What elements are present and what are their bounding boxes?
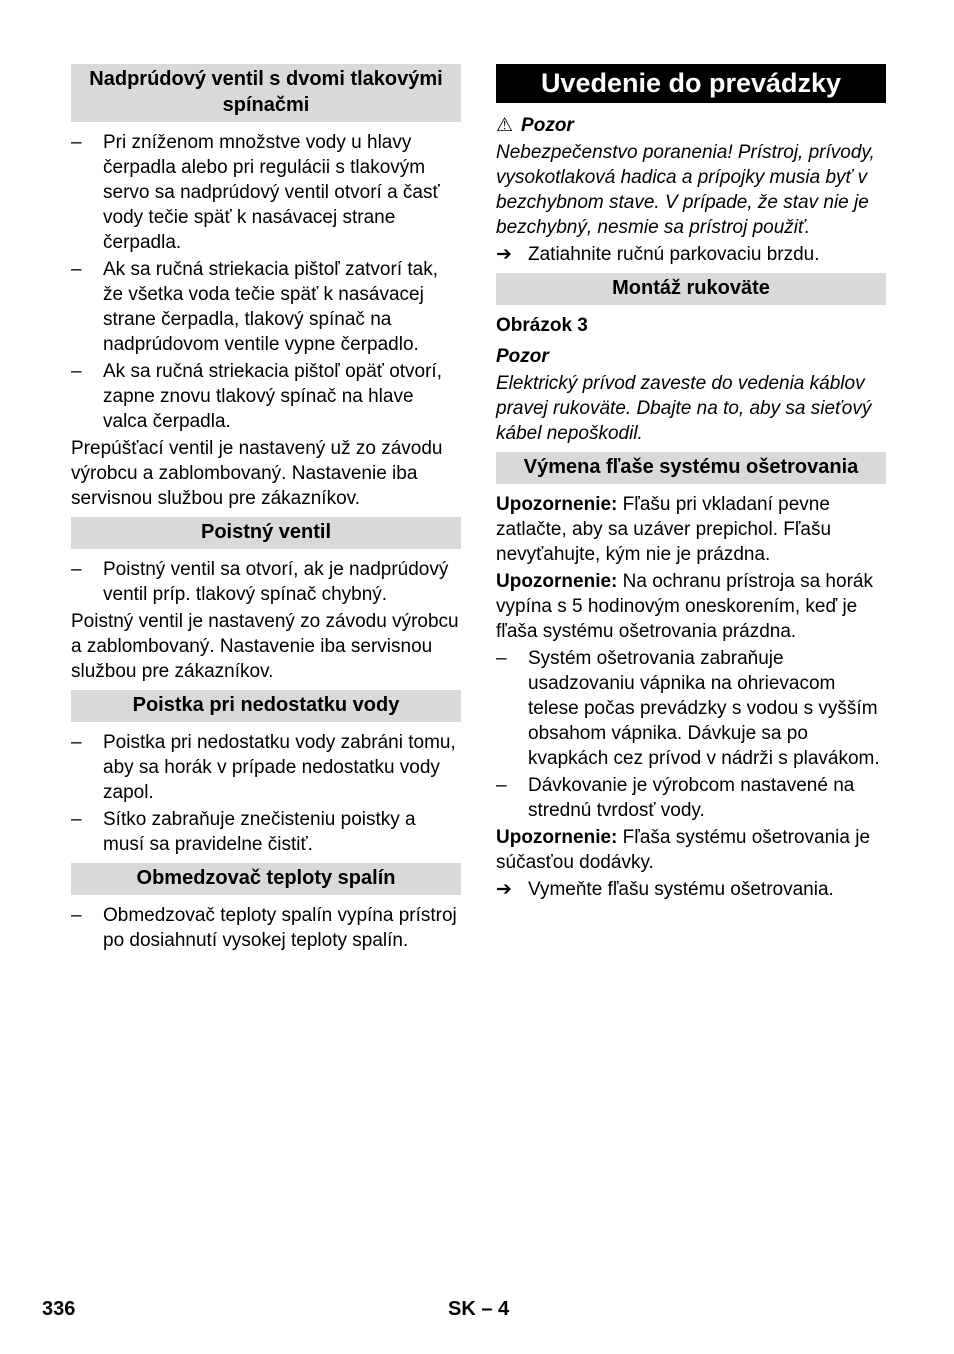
list-item-text: Pri zníženom množstve vody u hlavy čerpadla alebo pri regulácii s tlakovým servo sa nadprúdový ventil otvorí a časť vody tečie späť k nasávacej strane čerpadla. (103, 132, 440, 253)
warning-triangle-icon: ⚠ (496, 115, 514, 136)
caution-text: Elektrický prívod zaveste do vedenia káblov pravej rukoväte. Dbajte na to, aby sa sieťový kábel nepoškodil. (496, 373, 872, 444)
dash-marker: – (71, 132, 82, 153)
section-heading-handle-mounting: Montáž rukoväte (496, 273, 886, 305)
left-column (71, 64, 461, 955)
list-item-text: Poistka pri nedostatku vody zabráni tomu, aby sa horák v prípade nedostatku vody zapol. (103, 732, 456, 803)
list-item-text: Sítko zabraňuje znečisteniu poistky a musí sa pravidelne čistiť. (103, 809, 416, 855)
dash-marker: – (71, 361, 82, 382)
section-heading-water-shortage: Poistka pri nedostatku vody (71, 690, 461, 722)
instruction-text: Vymeňte fľašu systému ošetrovania. (528, 879, 834, 900)
instruction-text: Zatiahnite ručnú parkovaciu brzdu. (528, 244, 820, 265)
note-paragraph (496, 492, 886, 567)
dash-marker: – (71, 259, 82, 280)
list-item (71, 903, 461, 953)
note-text: Fľašu pri vkladaní pevne zatlačte, aby sa uzáver prepichol. Fľašu nevyťahujte, kým nie je prázdna. (496, 494, 832, 565)
section-heading-overcurrent-valve: Nadprúdový ventil s dvomi tlakovými spínačmi (71, 64, 461, 122)
dash-marker: – (496, 648, 507, 669)
list-item (71, 730, 461, 805)
list-item (496, 646, 886, 771)
page-number: 336 (42, 1298, 76, 1320)
list-item-text: Dávkovanie je výrobcom nastavené na strednú tvrdosť vody. (528, 775, 855, 821)
list-item (71, 807, 461, 857)
dash-marker: – (496, 775, 507, 796)
list-item-text: Ak sa ručná striekacia pištoľ zatvorí tak, že všetka voda tečie späť k nasávacej strane čerpadla, tlakový spínač na nadprúdovom ventile vypne čerpadlo. (103, 259, 439, 355)
note-text: Na ochranu prístroja sa horák vypína s 5 hodinovým oneskorením, keď je fľaša systému ošetrovania prázdna. (496, 571, 873, 642)
note-text: Fľaša systému ošetrovania je súčasťou dodávky. (496, 827, 871, 873)
dash-marker: – (71, 905, 82, 926)
note-label: Upozornenie: (496, 494, 618, 515)
list-item (71, 557, 461, 607)
section-heading-care-bottle: Výmena fľaše systému ošetrovania (496, 452, 886, 484)
list-item-text: Ak sa ručná striekacia pištoľ opäť otvorí, zapne znovu tlakový spínač na hlave valca čerpadla. (103, 361, 442, 432)
paragraph: Poistný ventil je nastavený zo závodu výrobcu a zablombovaný. Nastavenie iba servisnou službou pre zákazníkov. (71, 611, 459, 682)
list-item (71, 257, 461, 357)
arrow-icon: ➔ (496, 244, 512, 265)
list-item-text: Systém ošetrovania zabraňuje usadzovaniu vápnika na ohrievacom telese počas prevádzky s vodou s vyšším obsahom vápnika. Dávkuje sa po kvapkách cez prívod v nádrži s plavákom. (528, 648, 880, 769)
list-item (71, 130, 461, 255)
footer-section: – 4 (481, 1298, 510, 1320)
list-item (496, 773, 886, 823)
list-item-text: Poistný ventil sa otvorí, ak je nadprúdový ventil príp. tlakový spínač chybný. (103, 559, 449, 605)
note-label: Upozornenie: (496, 571, 618, 592)
note-paragraph (496, 825, 886, 875)
warning-label: Pozor (521, 115, 574, 136)
note-label: Upozornenie: (496, 827, 618, 848)
dash-marker: – (71, 732, 82, 753)
instruction-step (496, 242, 886, 267)
list-item (71, 359, 461, 434)
paragraph: Prepúšťací ventil je nastavený už zo závodu výrobcu a zablombovaný. Nastavenie iba servisnou službou pre zákazníkov. (71, 438, 443, 509)
footer-lang: SK (448, 1298, 476, 1320)
dash-marker: – (71, 809, 82, 830)
footer-section-label (448, 1297, 509, 1322)
section-heading-safety-valve: Poistný ventil (71, 517, 461, 549)
dash-marker: – (71, 559, 82, 580)
list-item-text: Obmedzovač teploty spalín vypína prístroj po dosiahnutí vysokej teploty spalín. (103, 905, 457, 951)
right-column (496, 64, 886, 902)
instruction-step (496, 877, 886, 902)
figure-reference: Obrázok 3 (496, 315, 588, 336)
section-heading-exhaust-limiter: Obmedzovač teploty spalín (71, 863, 461, 895)
chapter-title: Uvedenie do prevádzky (496, 64, 886, 103)
caution-heading: Pozor (496, 346, 549, 367)
warning-text: Nebezpečenstvo poranenia! Prístroj, prívody, vysokotlaková hadica a prípojky musia byť v bezchybnom stave. V prípade, že stav nie je bezchybný, nesmie sa prístroj použiť. (496, 142, 875, 238)
warning-heading (496, 113, 886, 138)
note-paragraph (496, 569, 886, 644)
arrow-icon: ➔ (496, 879, 512, 900)
